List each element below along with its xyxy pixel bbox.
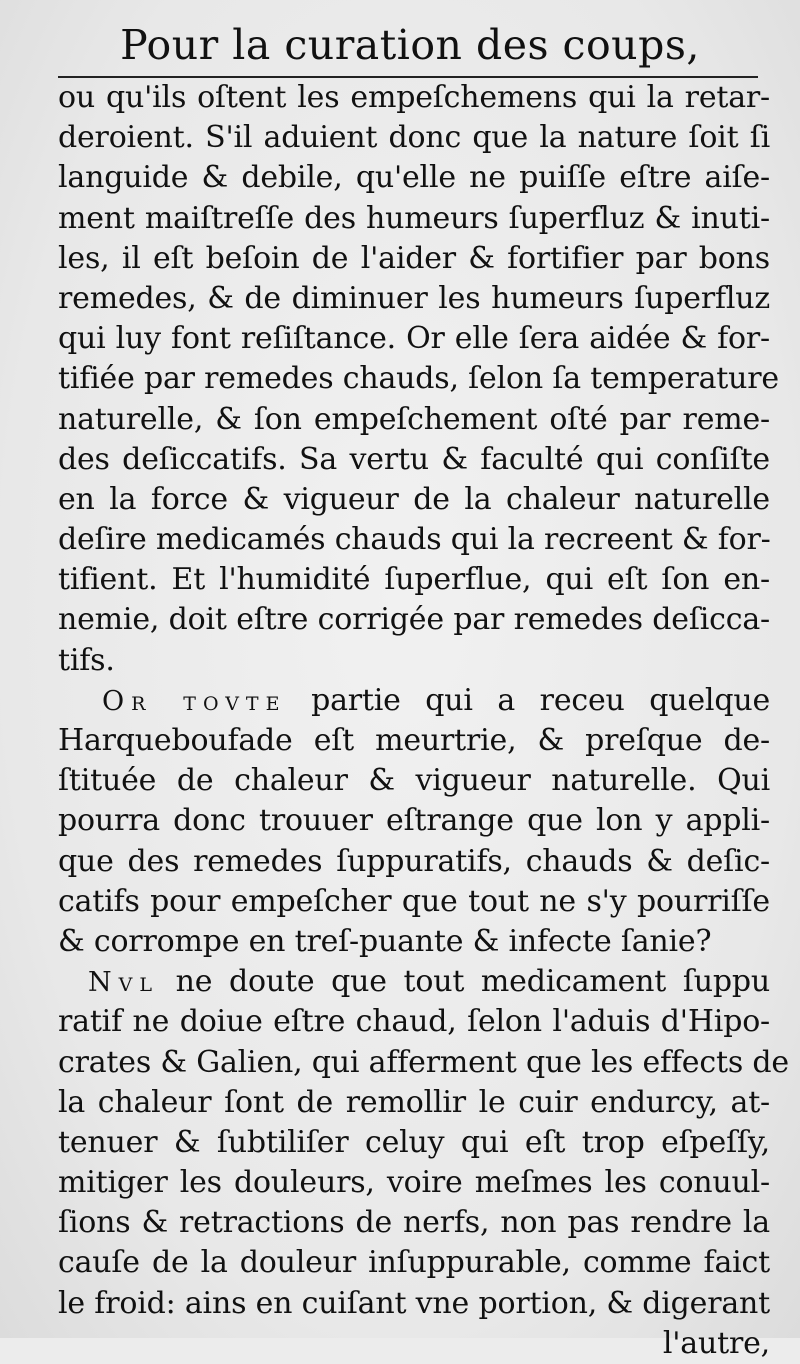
text-line: tifient. Et l'humidité ſuperflue, qui eſt ſon en- <box>58 562 770 598</box>
text-line: tifs. <box>58 642 115 678</box>
text-line: que des remedes ſuppuratifs, chauds & deſic- <box>58 843 770 879</box>
text-line: deroient. S'il aduient donc que la nature ſoit ſi <box>58 120 770 156</box>
text-line: ratif ne doiue eſtre chaud, ſelon l'aduis d'Hipo- <box>58 1004 770 1040</box>
small-caps-lead: Nvl <box>88 967 159 999</box>
text-line: les, il eſt beſoin de l'aider & fortifier par bons <box>58 240 770 276</box>
text-line: nemie, doit eſtre corrigée par remedes deſicca- <box>58 602 770 638</box>
text-line: pourra donc trouuer eſtrange que lon y appli- <box>58 803 770 839</box>
text-line: tenuer & ſubtiliſer celuy qui eſt trop eſpeſſy, <box>58 1124 770 1160</box>
body-text <box>58 78 789 1364</box>
catchword: l'autre, <box>662 1325 770 1361</box>
text-line: ſions & retractions de nerfs, non pas rendre la <box>58 1205 770 1241</box>
text-line: la chaleur ſont de remollir le cuir endurcy, at- <box>58 1084 770 1120</box>
running-title: Pour la curation des coups, <box>120 21 700 69</box>
text-line: remedes, & de diminuer les humeurs ſuperfluz <box>58 280 770 316</box>
text-line: en la force & vigueur de la chaleur naturelle <box>58 481 770 517</box>
text-line: tifiée par remedes chauds, ſelon ſa temperature <box>58 361 779 397</box>
text-line: catifs pour empeſcher que tout ne s'y pourriſſe <box>58 883 770 919</box>
text-line: Harqueboufade eſt meurtrie, & preſque de- <box>58 723 770 758</box>
text-line: crates & Galien, qui afferment que les effects de <box>58 1044 789 1080</box>
text-line: qui luy font reſiſtance. Or elle ſera aidée & for- <box>58 321 770 357</box>
text-line: mitiger les douleurs, voire meſmes les conuul- <box>58 1165 770 1201</box>
paragraph-first-line <box>58 962 770 1002</box>
text-line: ſtituée de chaleur & vigueur naturelle. Qui <box>58 763 770 799</box>
text-line: & corrompe en treſ-puante & infecte ſanie? <box>58 923 712 959</box>
text-line: ou qu'ils oſtent les empeſchemens qui la retar- <box>58 80 770 115</box>
text-line: naturelle, & ſon empeſchement oſté par reme- <box>58 401 770 437</box>
text-line: ment maiſtreſſe des humeurs ſuperfluz & inuti- <box>58 200 770 236</box>
text-line: le froid: ains en cuiſant vne portion, & digerant <box>58 1285 770 1321</box>
small-caps-lead: Or tovte <box>102 685 287 717</box>
paragraph-first-line <box>58 681 770 721</box>
text-line: languide & debile, qu'elle ne puiſſe eſtre aiſe- <box>58 160 770 196</box>
text-run: ne doute que tout medicament ſuppu <box>175 964 771 1000</box>
text-line: deſire medicamés chauds qui la recreent & for- <box>58 522 771 558</box>
text-line: des deſiccatifs. Sa vertu & faculté qui conſiſte <box>58 441 770 477</box>
text-run: partie qui a receu quelque <box>311 682 770 718</box>
text-line: cauſe de la douleur inſuppurable, comme faict <box>58 1245 770 1281</box>
